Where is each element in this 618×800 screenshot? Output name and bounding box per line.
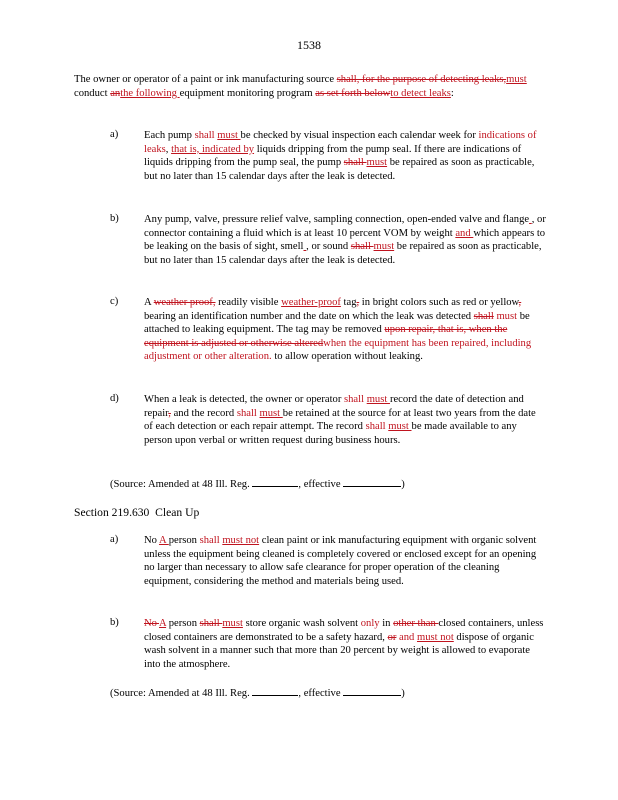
inserted-text: must [366, 157, 388, 169]
deleted-text: upon repair, that is, when the equipment is adjusted or otherwise altered [144, 324, 508, 349]
item-label-b: b) [110, 213, 119, 224]
blank-line [252, 476, 298, 487]
inserted-text: must [366, 394, 390, 405]
intro-paragraph: The owner or operator of a paint or ink manufacturing source shall, for the purpose of detecting leaks,must conduct anthe following equipment monitoring program as set forth belowto detect leaks: [74, 74, 527, 99]
inserted-text: A [159, 535, 169, 546]
section-item-b-text: No A person shall must store organic wash solvent only in other than closed containers, unless closed containers are demonstrated to be a safety hazard, or and must not dispose of organic wash solvent in a manner such that more than 20 percent by weight is allowed to evaporate into the atmosphere. [144, 618, 544, 670]
inserted-text: must [388, 421, 412, 433]
deleted-text: other than [393, 618, 439, 629]
deleted-text: weather proof, [153, 297, 216, 308]
item-label-d: d) [110, 393, 119, 404]
section-item-label-b: b) [110, 617, 119, 628]
deleted-text: an [110, 87, 121, 99]
inserted-text: must [259, 407, 283, 419]
deleted-text: or [387, 631, 397, 643]
item-label-a: a) [110, 129, 119, 140]
section-item-a-text: No A person shall must not clean paint or ink manufacturing equipment with organic solvent unless the equipment being cleaned is completely covered or enclosed except for an opening no larger than necessary to allow safe clearance for proper operation of the cleaning equipment, considering the method and materials being used. [144, 535, 537, 587]
inserted-text: must not [222, 535, 260, 546]
source-note: (Source: Amended at 48 Ill. Reg. , effective ) [110, 476, 405, 490]
blank-line [343, 685, 401, 696]
item-c-text: A weather proof, readily visible weather-proof tag, in bright colors such as red or yellow, bearing an identification number and the date on which the leak was detected shall must be attached to leaking equipment. The tag may be removed upon repair, that is, when the equipment is adjusted or otherwise alteredwhen the equipment has been repaired, including adjustment or other alteration. to allow operation without leaking. [144, 297, 532, 363]
deleted-text: shall [473, 310, 494, 322]
source-note: (Source: Amended at 48 Ill. Reg. , effective ) [110, 685, 405, 699]
item-d-text: When a leak is detected, the owner or operator shall must record the date of detection and repair, and the record shall must be retained at the source for at least two years from the date of each detection or each repair attempt. The record shall must be made available to any person upon verbal or written request during business hours. [144, 394, 536, 446]
item-b-text: Any pump, valve, pressure relief valve, sampling connection, open-ended valve and flange , or connector containing a fluid which is at least 10 percent VOM by weight and which appears to be leaking on the basis of sight, smell , or sound shall must be repaired as soon as practicable, but no later than 15 calendar days after the leak is detected. [144, 214, 546, 266]
inserted-text: must [217, 130, 241, 141]
deleted-text: No [144, 618, 160, 629]
deleted-text: shall [199, 618, 223, 629]
inserted-text: must [506, 74, 527, 85]
inserted-text: must [373, 241, 395, 253]
inserted-text: when the equipment has been repaired, including adjustment or other alteration. [144, 337, 532, 363]
blank-line [252, 685, 298, 696]
inserted-text: the following [120, 87, 180, 99]
inserted-text: that is, indicated by [171, 143, 255, 155]
section-item-label-a: a) [110, 534, 119, 545]
section-heading: Section 219.630 Clean Up [74, 506, 200, 519]
item-a-text: Each pump shall must be checked by visual inspection each calendar week for indications of leaks, that is, indicated by liquids dripping from the pump seal. If there are indications of liquids dripping from the pump seal, the pump shall must be repaired as soon as practicable, but no later than 15 calendar days after the leak is detected. [144, 130, 537, 182]
deleted-text: shall [343, 157, 367, 169]
inserted-text: must [222, 618, 243, 629]
page-number: 1538 [297, 38, 321, 52]
deleted-text: as set forth below [315, 87, 391, 99]
inserted-text: and [455, 227, 474, 239]
inserted-text: A [159, 618, 167, 629]
inserted-text: must not [416, 631, 454, 643]
blank-line [343, 476, 401, 487]
deleted-text: shall [350, 241, 374, 253]
inserted-text: must [496, 310, 518, 322]
inserted-text: weather-proof [281, 297, 341, 308]
deleted-text: shall, for the purpose of detecting leaks, [336, 74, 507, 85]
item-label-c: c) [110, 296, 119, 307]
inserted-text: to detect leaks [390, 87, 451, 99]
